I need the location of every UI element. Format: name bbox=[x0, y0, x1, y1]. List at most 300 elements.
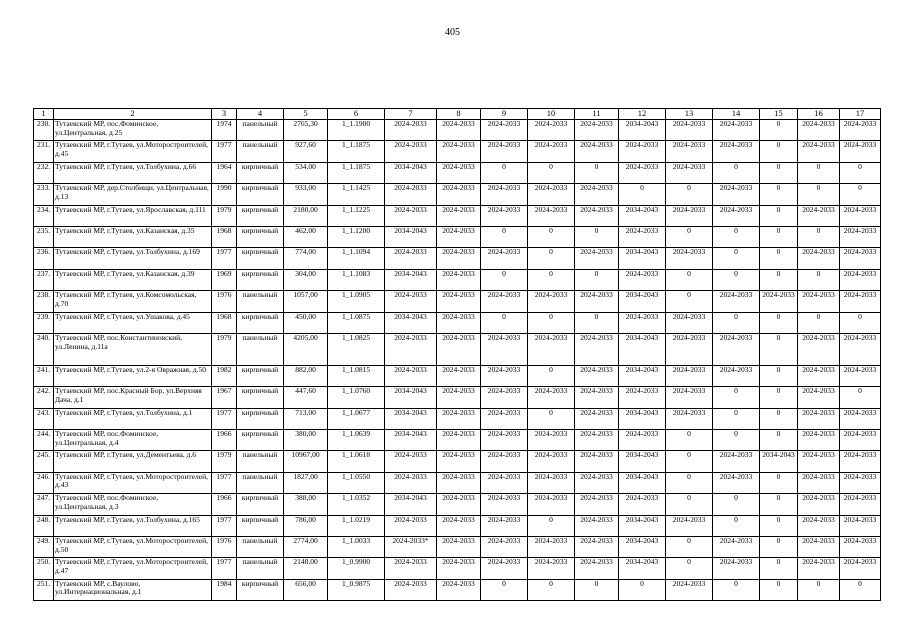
table-cell: 2024-2033 bbox=[575, 205, 619, 226]
table-cell: 0 bbox=[760, 537, 798, 558]
column-header-14: 14 bbox=[713, 109, 760, 120]
table-cell: панельный bbox=[237, 451, 284, 472]
table-cell: 1_1.1900 bbox=[328, 120, 385, 141]
table-cell: 2024-2033 bbox=[666, 408, 713, 429]
row-number: 241. bbox=[34, 365, 54, 386]
row-number: 234. bbox=[34, 205, 54, 226]
table-cell: 0 bbox=[528, 408, 575, 429]
table-cell: 2024-2033 bbox=[528, 494, 575, 515]
row-number: 236. bbox=[34, 248, 54, 269]
table-cell: 2024-2033 bbox=[437, 333, 481, 365]
table-cell: 2024-2033 bbox=[481, 120, 528, 141]
table-cell: 0 bbox=[481, 162, 528, 183]
table-cell: 2024-2033 bbox=[385, 291, 437, 312]
table-cell: 4205,00 bbox=[284, 333, 328, 365]
table-row bbox=[34, 248, 881, 269]
address-cell: Тутаевский МР, г.Тутаев, ул.Казанская, д.35 bbox=[54, 226, 212, 247]
table-cell: 2180,00 bbox=[284, 205, 328, 226]
table-cell: 2024-2033 bbox=[481, 408, 528, 429]
table-cell: 2024-2033 bbox=[840, 365, 881, 386]
address-cell: Тутаевский МР, пос.Фоминское, ул.Центральная, д.4 bbox=[54, 430, 212, 451]
column-header-17: 17 bbox=[840, 109, 881, 120]
table-row bbox=[34, 579, 881, 600]
table-cell: 2024-2033 bbox=[385, 515, 437, 536]
table-cell: 1_1.1200 bbox=[328, 226, 385, 247]
table-cell: 2024-2033 bbox=[481, 248, 528, 269]
table-cell: 713,00 bbox=[284, 408, 328, 429]
table-cell: 2024-2033 bbox=[840, 205, 881, 226]
table-cell: 0 bbox=[760, 226, 798, 247]
table-cell: 0 bbox=[760, 494, 798, 515]
table-cell: 0 bbox=[798, 184, 840, 205]
table-cell: 2024-2033 bbox=[713, 184, 760, 205]
row-number: 233. bbox=[34, 184, 54, 205]
column-header-8: 8 bbox=[437, 109, 481, 120]
table-cell: панельный bbox=[237, 291, 284, 312]
table-cell: 0 bbox=[760, 430, 798, 451]
row-number: 242. bbox=[34, 387, 54, 408]
table-cell: 2024-2033 bbox=[437, 558, 481, 579]
table-cell: 1_1.0760 bbox=[328, 387, 385, 408]
table-cell: 2024-2033 bbox=[575, 408, 619, 429]
address-cell: Тутаевский МР, г.Тутаев, ул.Ярославская, д.111 bbox=[54, 205, 212, 226]
table-cell: 2024-2033 bbox=[528, 537, 575, 558]
table-cell: 1967 bbox=[212, 387, 237, 408]
table-cell: 0 bbox=[528, 515, 575, 536]
table-cell: 1_1.0815 bbox=[328, 365, 385, 386]
table-cell: 1_1.0677 bbox=[328, 408, 385, 429]
table-cell: 1_1.0550 bbox=[328, 472, 385, 493]
table-cell: 0 bbox=[481, 269, 528, 290]
table-cell: 2024-2033 bbox=[619, 494, 666, 515]
table-cell: 2034-2043 bbox=[619, 205, 666, 226]
table-row bbox=[34, 408, 881, 429]
table-cell: 2034-2043 bbox=[619, 515, 666, 536]
table-row bbox=[34, 184, 881, 205]
table-cell: 1966 bbox=[212, 494, 237, 515]
table-cell: 2024-2033 bbox=[437, 451, 481, 472]
table-cell: 1984 bbox=[212, 579, 237, 600]
address-cell: Тутаевский МР, пос.Фоминское, ул.Центральная, д.3 bbox=[54, 494, 212, 515]
table-cell: 2765,30 bbox=[284, 120, 328, 141]
table-cell: 2024-2033 bbox=[385, 120, 437, 141]
table-cell: кирпичный bbox=[237, 430, 284, 451]
row-number: 248. bbox=[34, 515, 54, 536]
address-cell: Тутаевский МР, г.Тутаев, ул.Моторостроителей, д.50 bbox=[54, 537, 212, 558]
table-cell: 2024-2033 bbox=[619, 387, 666, 408]
table-cell: 1_1.0033 bbox=[328, 537, 385, 558]
table-cell: 2024-2033 bbox=[437, 312, 481, 333]
row-number: 231. bbox=[34, 141, 54, 162]
column-header-1: 1 bbox=[34, 109, 54, 120]
table-cell: 0 bbox=[481, 312, 528, 333]
table-cell: 2024-2033 bbox=[666, 120, 713, 141]
table-cell: 2024-2033 bbox=[575, 120, 619, 141]
table-cell: 1979 bbox=[212, 333, 237, 365]
table-cell: 0 bbox=[840, 184, 881, 205]
table-cell: панельный bbox=[237, 141, 284, 162]
table-cell: 0 bbox=[528, 162, 575, 183]
header-row bbox=[34, 109, 881, 120]
table-cell: 1_1.1094 bbox=[328, 248, 385, 269]
table-cell: 2024-2033 bbox=[798, 515, 840, 536]
table-cell: 2024-2033 bbox=[437, 269, 481, 290]
table-cell: 2024-2033 bbox=[385, 365, 437, 386]
table-row bbox=[34, 451, 881, 472]
table-cell: 2024-2033 bbox=[840, 248, 881, 269]
table-cell: 2024-2033 bbox=[666, 333, 713, 365]
address-cell: Тутаевский МР, пос.Фоминское, ул.Центральная, д.25 bbox=[54, 120, 212, 141]
address-cell: Тутаевский МР, г.Тутаев, ул.Толбухина, д.1 bbox=[54, 408, 212, 429]
table-cell: 0 bbox=[666, 472, 713, 493]
table-cell: 2024-2033 bbox=[619, 312, 666, 333]
table-cell: 1_1.0875 bbox=[328, 312, 385, 333]
table-cell: 2024-2033 bbox=[713, 141, 760, 162]
table-cell: 2024-2033 bbox=[575, 558, 619, 579]
table-cell: 1968 bbox=[212, 312, 237, 333]
table-cell: 2024-2033 bbox=[713, 205, 760, 226]
table-cell: 0 bbox=[666, 537, 713, 558]
table-row bbox=[34, 537, 881, 558]
table-cell: кирпичный bbox=[237, 248, 284, 269]
table-cell: 2024-2033 bbox=[437, 291, 481, 312]
table-row bbox=[34, 312, 881, 333]
table-row bbox=[34, 269, 881, 290]
table-cell: 2024-2033 bbox=[528, 205, 575, 226]
table-cell: 2024-2033 bbox=[760, 291, 798, 312]
table-cell: 2024-2033 bbox=[481, 184, 528, 205]
table-cell: 0 bbox=[619, 579, 666, 600]
table-cell: 0 bbox=[575, 579, 619, 600]
table-cell: панельный bbox=[237, 333, 284, 365]
table-cell: 2024-2033 bbox=[385, 333, 437, 365]
table-cell: 2024-2033 bbox=[840, 408, 881, 429]
row-number: 240. bbox=[34, 333, 54, 365]
table-cell: 2034-2043 bbox=[385, 226, 437, 247]
table-cell: 1977 bbox=[212, 515, 237, 536]
table-row bbox=[34, 333, 881, 365]
table-row bbox=[34, 120, 881, 141]
table-cell: 2024-2033 bbox=[528, 451, 575, 472]
table-cell: 0 bbox=[666, 558, 713, 579]
table-cell: 1_1.0352 bbox=[328, 494, 385, 515]
column-header-4: 4 bbox=[237, 109, 284, 120]
table-cell: 2024-2033 bbox=[575, 451, 619, 472]
table-cell: 1_1.1875 bbox=[328, 141, 385, 162]
table-row bbox=[34, 226, 881, 247]
address-cell: Тутаевский МР, г.Тутаев, ул.Комсомольская, д.70 bbox=[54, 291, 212, 312]
table-cell: 2024-2033 bbox=[528, 472, 575, 493]
table-cell: 2024-2033 bbox=[840, 141, 881, 162]
table-cell: 2024-2033 bbox=[713, 558, 760, 579]
table-cell: 0 bbox=[713, 430, 760, 451]
table-cell: 2024-2033 bbox=[437, 472, 481, 493]
address-cell: Тутаевский МР, г.Тутаев, ул.2-я Овражная, д.50 bbox=[54, 365, 212, 386]
row-number: 245. bbox=[34, 451, 54, 472]
address-cell: Тутаевский МР, г.Тутаев, ул.Казанская, д.39 bbox=[54, 269, 212, 290]
column-header-3: 3 bbox=[212, 109, 237, 120]
table-cell: 2024-2033 bbox=[437, 515, 481, 536]
table-cell: панельный bbox=[237, 120, 284, 141]
table-cell: 2024-2033 bbox=[385, 184, 437, 205]
table-cell: 2024-2033 bbox=[385, 451, 437, 472]
table-cell: 0 bbox=[760, 248, 798, 269]
address-cell: Тутаевский МР, г.Тутаев, ул.Толбухина, д.169 bbox=[54, 248, 212, 269]
table-cell: 0 bbox=[528, 312, 575, 333]
table-cell: 2024-2033 bbox=[437, 141, 481, 162]
table-cell: 0 bbox=[619, 184, 666, 205]
column-header-2: 2 bbox=[54, 109, 212, 120]
table-cell: 2024-2033 bbox=[481, 430, 528, 451]
table-cell: кирпичный bbox=[237, 162, 284, 183]
table-row bbox=[34, 387, 881, 408]
table-cell: 1977 bbox=[212, 248, 237, 269]
table-cell: 2024-2033 bbox=[575, 537, 619, 558]
table-cell: кирпичный bbox=[237, 515, 284, 536]
table-cell: кирпичный bbox=[237, 408, 284, 429]
table-cell: 2024-2033 bbox=[481, 333, 528, 365]
table-cell: 0 bbox=[713, 226, 760, 247]
table-cell: 0 bbox=[713, 248, 760, 269]
table-cell: 2024-2033 bbox=[840, 226, 881, 247]
column-header-12: 12 bbox=[619, 109, 666, 120]
table-cell: 2024-2033 bbox=[575, 387, 619, 408]
table-cell: 0 bbox=[528, 579, 575, 600]
table-cell: 2024-2033 bbox=[798, 494, 840, 515]
table-cell: 2024-2033 bbox=[840, 451, 881, 472]
table-cell: 2024-2033 bbox=[481, 141, 528, 162]
table-cell: 2034-2043 bbox=[619, 120, 666, 141]
table-cell: 2024-2033 bbox=[666, 205, 713, 226]
table-cell: 2034-2043 bbox=[385, 494, 437, 515]
table-cell: 0 bbox=[760, 312, 798, 333]
address-cell: Тутаевский МР, г.Тутаев, ул.Толбухина, д.165 bbox=[54, 515, 212, 536]
table-cell: 2024-2033 bbox=[713, 472, 760, 493]
table-cell: 2024-2033 bbox=[798, 387, 840, 408]
table-cell: 1_1.1225 bbox=[328, 205, 385, 226]
table-cell: 2024-2033 bbox=[481, 291, 528, 312]
table-cell: кирпичный bbox=[237, 365, 284, 386]
table-cell: 1979 bbox=[212, 451, 237, 472]
table-cell: 2024-2033 bbox=[385, 579, 437, 600]
table-cell: 1977 bbox=[212, 408, 237, 429]
table-cell: 2024-2033 bbox=[575, 291, 619, 312]
address-cell: Тутаевский МР, г.Тутаев, ул.Моторостроителей, д.47 bbox=[54, 558, 212, 579]
table-cell: 2024-2033 bbox=[437, 162, 481, 183]
table-cell: 0 bbox=[713, 515, 760, 536]
table-cell: 1_1.1875 bbox=[328, 162, 385, 183]
table-cell: 656,00 bbox=[284, 579, 328, 600]
table-cell: 0 bbox=[840, 312, 881, 333]
table-cell: 2034-2043 bbox=[619, 537, 666, 558]
table-cell: 0 bbox=[760, 333, 798, 365]
table-cell: 0 bbox=[760, 472, 798, 493]
row-number: 244. bbox=[34, 430, 54, 451]
table-cell: 0 bbox=[798, 269, 840, 290]
table-cell: 2024-2033 bbox=[575, 248, 619, 269]
table-cell: 2024-2033 bbox=[798, 365, 840, 386]
table-cell: 2024-2033 bbox=[528, 291, 575, 312]
table-cell: 2024-2033 bbox=[619, 430, 666, 451]
table-cell: 2024-2033 bbox=[437, 537, 481, 558]
table-cell: 2024-2033 bbox=[840, 558, 881, 579]
table-cell: панельный bbox=[237, 537, 284, 558]
table-cell: панельный bbox=[237, 558, 284, 579]
table-cell: 2024-2033 bbox=[385, 141, 437, 162]
table-cell: 1_1.0905 bbox=[328, 291, 385, 312]
table-cell: 2034-2043 bbox=[619, 408, 666, 429]
table-cell: 0 bbox=[760, 269, 798, 290]
row-number: 237. bbox=[34, 269, 54, 290]
table-cell: 2024-2033* bbox=[385, 537, 437, 558]
address-cell: Тутаевский МР, с.Вауловo, ул.Интернациональная, д.1 bbox=[54, 579, 212, 600]
table-cell: 2024-2033 bbox=[575, 141, 619, 162]
table-cell: 2024-2033 bbox=[437, 408, 481, 429]
table-cell: 0 bbox=[666, 430, 713, 451]
table-cell: 2024-2033 bbox=[798, 472, 840, 493]
table-cell: 2024-2033 bbox=[437, 494, 481, 515]
table-cell: 933,00 bbox=[284, 184, 328, 205]
table-cell: 0 bbox=[760, 387, 798, 408]
table-cell: 2024-2033 bbox=[666, 312, 713, 333]
table-cell: кирпичный bbox=[237, 312, 284, 333]
table-cell: 0 bbox=[760, 141, 798, 162]
table-cell: 2034-2043 bbox=[385, 162, 437, 183]
table-cell: 0 bbox=[713, 162, 760, 183]
table-cell: 2024-2033 bbox=[619, 226, 666, 247]
table-cell: 0 bbox=[575, 269, 619, 290]
table-cell: 1968 bbox=[212, 226, 237, 247]
table-cell: 0 bbox=[666, 451, 713, 472]
table-cell: 1977 bbox=[212, 141, 237, 162]
table-cell: 2024-2033 bbox=[840, 291, 881, 312]
table-cell: 2024-2033 bbox=[713, 291, 760, 312]
table-cell: 2024-2033 bbox=[713, 451, 760, 472]
table-cell: 2024-2033 bbox=[666, 579, 713, 600]
table-cell: 2024-2033 bbox=[713, 333, 760, 365]
table-row bbox=[34, 162, 881, 183]
table-cell: 2024-2033 bbox=[666, 515, 713, 536]
row-number: 250. bbox=[34, 558, 54, 579]
table-cell: 2024-2033 bbox=[840, 430, 881, 451]
table-cell: 2034-2043 bbox=[619, 248, 666, 269]
table-cell: 2024-2033 bbox=[437, 248, 481, 269]
table-cell: 0 bbox=[575, 226, 619, 247]
table-cell: 2024-2033 bbox=[575, 515, 619, 536]
table-cell: 2034-2043 bbox=[619, 558, 666, 579]
table-cell: 2024-2033 bbox=[437, 226, 481, 247]
table-cell: 1_0.9875 bbox=[328, 579, 385, 600]
table-cell: 0 bbox=[798, 312, 840, 333]
table-cell: 2024-2033 bbox=[528, 184, 575, 205]
table-cell: 2024-2033 bbox=[798, 430, 840, 451]
table-cell: 882,00 bbox=[284, 365, 328, 386]
table-cell: 2024-2033 bbox=[437, 120, 481, 141]
address-cell: Тутаевский МР, пос.Константиновский, ул.Ленина, д.11а bbox=[54, 333, 212, 365]
table-cell: 2024-2033 bbox=[481, 515, 528, 536]
table-cell: 0 bbox=[666, 184, 713, 205]
row-number: 251. bbox=[34, 579, 54, 600]
table-cell: 0 bbox=[666, 291, 713, 312]
row-number: 230. bbox=[34, 120, 54, 141]
table-cell: 1969 bbox=[212, 269, 237, 290]
table-cell: 0 bbox=[528, 269, 575, 290]
table-cell: 2024-2033 bbox=[798, 408, 840, 429]
table-cell: 2024-2033 bbox=[481, 494, 528, 515]
table-cell: 2024-2033 bbox=[575, 494, 619, 515]
row-number: 232. bbox=[34, 162, 54, 183]
table-row bbox=[34, 494, 881, 515]
column-header-5: 5 bbox=[284, 109, 328, 120]
table-cell: 2034-2043 bbox=[385, 269, 437, 290]
table-row bbox=[34, 515, 881, 536]
table-cell: 2024-2033 bbox=[385, 558, 437, 579]
table-cell: 2024-2033 bbox=[840, 537, 881, 558]
table-cell: 0 bbox=[760, 579, 798, 600]
table-row bbox=[34, 430, 881, 451]
table-cell: 1977 bbox=[212, 472, 237, 493]
table-cell: 2034-2043 bbox=[619, 291, 666, 312]
table-cell: 0 bbox=[760, 558, 798, 579]
row-number: 243. bbox=[34, 408, 54, 429]
table-cell: 1979 bbox=[212, 205, 237, 226]
table-cell: 0 bbox=[528, 365, 575, 386]
table-cell: 2024-2033 bbox=[798, 451, 840, 472]
table-cell: 2024-2033 bbox=[437, 430, 481, 451]
table-cell: 2034-2043 bbox=[619, 451, 666, 472]
table-cell: кирпичный bbox=[237, 387, 284, 408]
table-cell: 0 bbox=[481, 226, 528, 247]
table-cell: 2024-2033 bbox=[666, 387, 713, 408]
table-cell: 2024-2033 bbox=[528, 558, 575, 579]
table-cell: 2148,00 bbox=[284, 558, 328, 579]
table-cell: 2024-2033 bbox=[798, 120, 840, 141]
table-cell: 2024-2033 bbox=[437, 387, 481, 408]
page-number: 405 bbox=[445, 27, 460, 38]
table-cell: 0 bbox=[760, 184, 798, 205]
table-cell: 2024-2033 bbox=[840, 494, 881, 515]
table-cell: 0 bbox=[713, 269, 760, 290]
table-cell: 1_1.0825 bbox=[328, 333, 385, 365]
table-cell: панельный bbox=[237, 472, 284, 493]
table-cell: 2024-2033 bbox=[798, 333, 840, 365]
table-cell: 2024-2033 bbox=[713, 365, 760, 386]
table-cell: 927,60 bbox=[284, 141, 328, 162]
table-cell: 0 bbox=[760, 515, 798, 536]
row-number: 249. bbox=[34, 537, 54, 558]
table-cell: 1_1.0618 bbox=[328, 451, 385, 472]
column-header-9: 9 bbox=[481, 109, 528, 120]
table-cell: 2024-2033 bbox=[437, 365, 481, 386]
table-cell: 2024-2033 bbox=[798, 141, 840, 162]
table-cell: 2024-2033 bbox=[481, 472, 528, 493]
table-row bbox=[34, 291, 881, 312]
table-row bbox=[34, 365, 881, 386]
table-cell: 2034-2043 bbox=[619, 472, 666, 493]
table-cell: 2024-2033 bbox=[385, 248, 437, 269]
table-cell: 1_1.0219 bbox=[328, 515, 385, 536]
table-cell: 1827,00 bbox=[284, 472, 328, 493]
table-cell: 2024-2033 bbox=[385, 205, 437, 226]
table-cell: 2024-2033 bbox=[840, 120, 881, 141]
table-cell: 2024-2033 bbox=[666, 248, 713, 269]
table-cell: 2024-2033 bbox=[481, 205, 528, 226]
table-cell: 2024-2033 bbox=[798, 291, 840, 312]
table-cell: 2024-2033 bbox=[385, 472, 437, 493]
table-cell: 0 bbox=[713, 494, 760, 515]
table-cell: 0 bbox=[713, 579, 760, 600]
table-cell: 0 bbox=[575, 162, 619, 183]
